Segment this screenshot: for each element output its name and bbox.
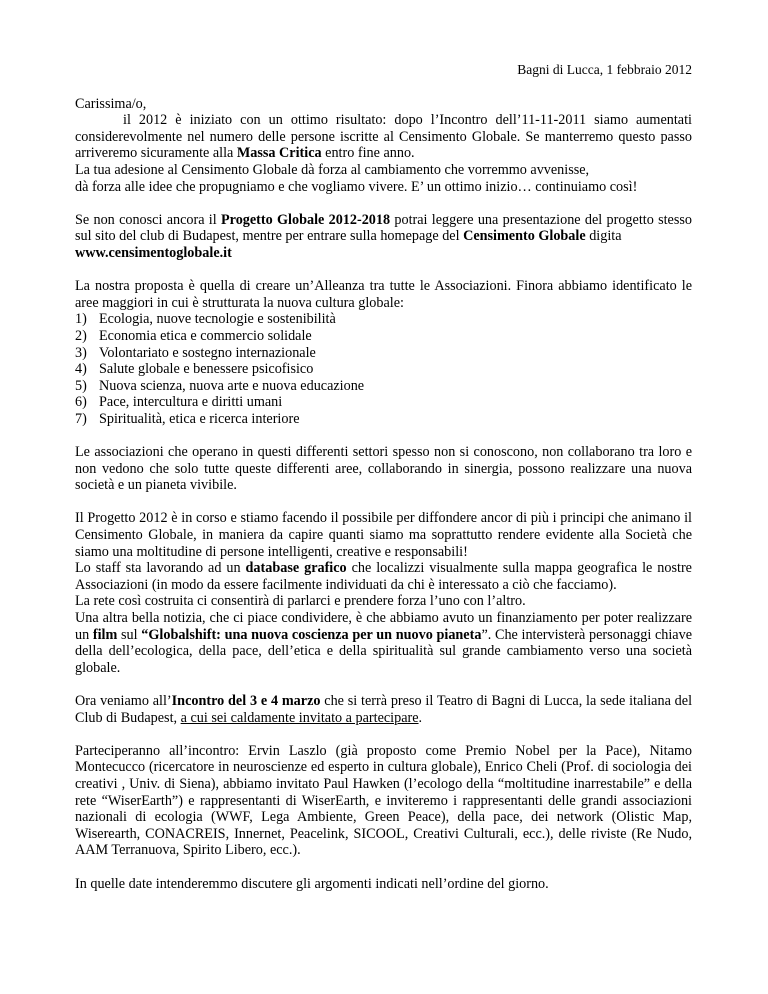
adesione-line-1: La tua adesione al Censimento Globale dà forza al cambiamento che vorremmo avvenisse,: [75, 161, 590, 178]
aree-list: [75, 311, 692, 427]
website-url-text: www.censimentoglobale.it: [75, 244, 232, 261]
list-item-text: Salute globale e benessere psicofisico: [99, 361, 314, 378]
database-grafico-emphasis: database grafico: [245, 560, 347, 577]
progetto-text-mid: potrai leggere una presentazione del progetto stesso sul sito del club di Budapest, mentre per entrare sulla homepage del: [75, 211, 692, 245]
adesione-line-2: dà forza alle idee che propugniamo e che vogliamo vivere. E’ un ottimo inizio… continuiamo così!: [75, 178, 638, 195]
film-text-mid: sul: [117, 626, 142, 643]
massa-critica-emphasis: Massa Critica: [236, 145, 322, 162]
invitation-underlined: a cui sei caldamente invitato a partecipare: [180, 709, 419, 726]
paragraph-film: [75, 610, 692, 676]
paragraph-partecipanti: Parteciperanno all’incontro: Ervin Laszlo (già proposto come Premio Nobel per la Pace), Nitamo Montecucco (ricercatore in neuroscienze ed esperto in cultura globale), Enrico Cheli (Prof. di sociologia dei creativi , Univ. di Siena), abbiamo invitato Paul Hawken (l’ecologo della “moltitudine inarrestabile” e della rete “WiserEarth”) e rappresentanti di WiserEarth, e inviteremo i rappresentanti delle grandi associazioni nazionali di ecologia (WWF, Lega Ambiente, Green Peace), della pace, dei network (Olistic Map, Wiserearth, CONACREIS, Innernet, Peacelink, SICOOL, Creativi Culturali, ecc.), delle riviste (Re Nudo, AAM Terranuova, Spirito Libero, ecc.).: [75, 742, 692, 859]
list-item-number: 7): [75, 410, 87, 427]
incontro-date-emphasis: Incontro del 3 e 4 marzo: [171, 692, 321, 709]
list-item: [75, 311, 692, 328]
list-item-number: 3): [75, 344, 87, 361]
list-item-text: Nuova scienza, nuova arte e nuova educazione: [99, 377, 365, 394]
film-text: Una altra bella notizia, che ci piace condividere, è che abbiamo avuto un finanziamento per poter realizzare un: [75, 610, 692, 643]
paragraph-ordine-del-giorno: In quelle date intenderemmo discutere gli argomenti indicati nell’ordine del giorno.: [75, 875, 549, 892]
incontro-text-end: .: [418, 709, 423, 726]
date-line: Bagni di Lucca, 1 febbraio 2012: [517, 62, 692, 77]
paragraph-intro: [75, 112, 692, 162]
censimento-globale-emphasis: Censimento Globale: [463, 228, 586, 245]
paragraph-alleanza: La nostra proposta è quella di creare un’Alleanza tra tutte le Associazioni. Finora abbiamo identificato le aree maggiori in cui è strutturata la nuova cultura globale:: [75, 278, 692, 311]
list-item-number: 2): [75, 327, 87, 344]
paragraph-incontro: [75, 693, 692, 726]
paragraph-associazioni: Le associazioni che operano in questi differenti settori spesso non si conoscono, non collaborano tra loro e non vedono che solo tutte queste differenti aree, collaborando in sinergia, possono realizzare una nuova società e un pianeta vivibile.: [75, 444, 692, 494]
progetto-text: Se non conosci ancora il: [75, 211, 221, 228]
paragraph-rete: La rete così costruita ci consentirà di parlarci e prendere forza l’uno con l’altro.: [75, 593, 526, 610]
incontro-text: Ora veniamo all’: [75, 692, 172, 709]
film-text-end: ”. Che intervisterà personaggi chiave della dell’ecologica, della pace, dell’etica e della spiritualità sul grande cambiamento verso una società globale.: [75, 626, 692, 676]
progetto-globale-emphasis: Progetto Globale 2012-2018: [220, 211, 391, 228]
list-item-text: Economia etica e commercio solidale: [99, 327, 312, 344]
globalshift-emphasis: “Globalshift: una nuova coscienza per un nuovo pianeta: [141, 626, 482, 643]
list-item: [75, 411, 692, 428]
list-item: [75, 328, 692, 345]
intro-text-end: entro fine anno.: [321, 145, 415, 162]
list-item-number: 1): [75, 311, 87, 328]
film-emphasis: film: [92, 626, 118, 643]
letter-page: [75, 62, 692, 892]
paragraph-database: [75, 560, 692, 593]
progetto-text-end: digita: [585, 228, 622, 245]
list-item-text: Spiritualità, etica e ricerca interiore: [99, 410, 300, 427]
list-item-number: 6): [75, 394, 87, 411]
list-item-text: Volontariato e sostegno internazionale: [99, 344, 316, 361]
list-item: [75, 345, 692, 362]
list-item: [75, 394, 692, 411]
list-item: [75, 378, 692, 395]
paragraph-progetto: [75, 212, 692, 245]
website-url: [75, 245, 692, 262]
salutation: Carissima/o,: [75, 95, 147, 112]
list-item-number: 4): [75, 361, 87, 378]
list-item: [75, 361, 692, 378]
incontro-text-mid: che si terrà preso il Teatro di Bagni di Lucca, la sede italiana del Club di Budapest,: [75, 692, 693, 726]
list-item-text: Pace, intercultura e diritti umani: [99, 394, 283, 411]
database-text-end: che localizzi visualmente sulla mappa geografica le nostre Associazioni (in modo da essere facilmente individuati da chi è interessato a ciò che facciamo).: [75, 560, 692, 593]
paragraph-progetto-2012: Il Progetto 2012 è in corso e stiamo facendo il possibile per diffondere ancor di più i principi che animano il Censimento Globale, in maniera da capire quanti siamo ma soprattutto rendere evidente alla Società che siamo una moltitudine di persone intelligenti, creative e responsabili!: [75, 510, 692, 560]
list-item-number: 5): [75, 377, 87, 394]
intro-text: il 2012 è iniziato con un ottimo risultato: dopo l’Incontro dell’11-11-2011 siamo aumentati considerevolmente nel numero delle persone iscritte al Censimento Globale. Se manterremo questo passo arriveremo sicuramente alla: [75, 112, 692, 162]
database-text: Lo staff sta lavorando ad un: [75, 560, 246, 577]
list-item-text: Ecologia, nuove tecnologie e sostenibilità: [99, 311, 336, 328]
